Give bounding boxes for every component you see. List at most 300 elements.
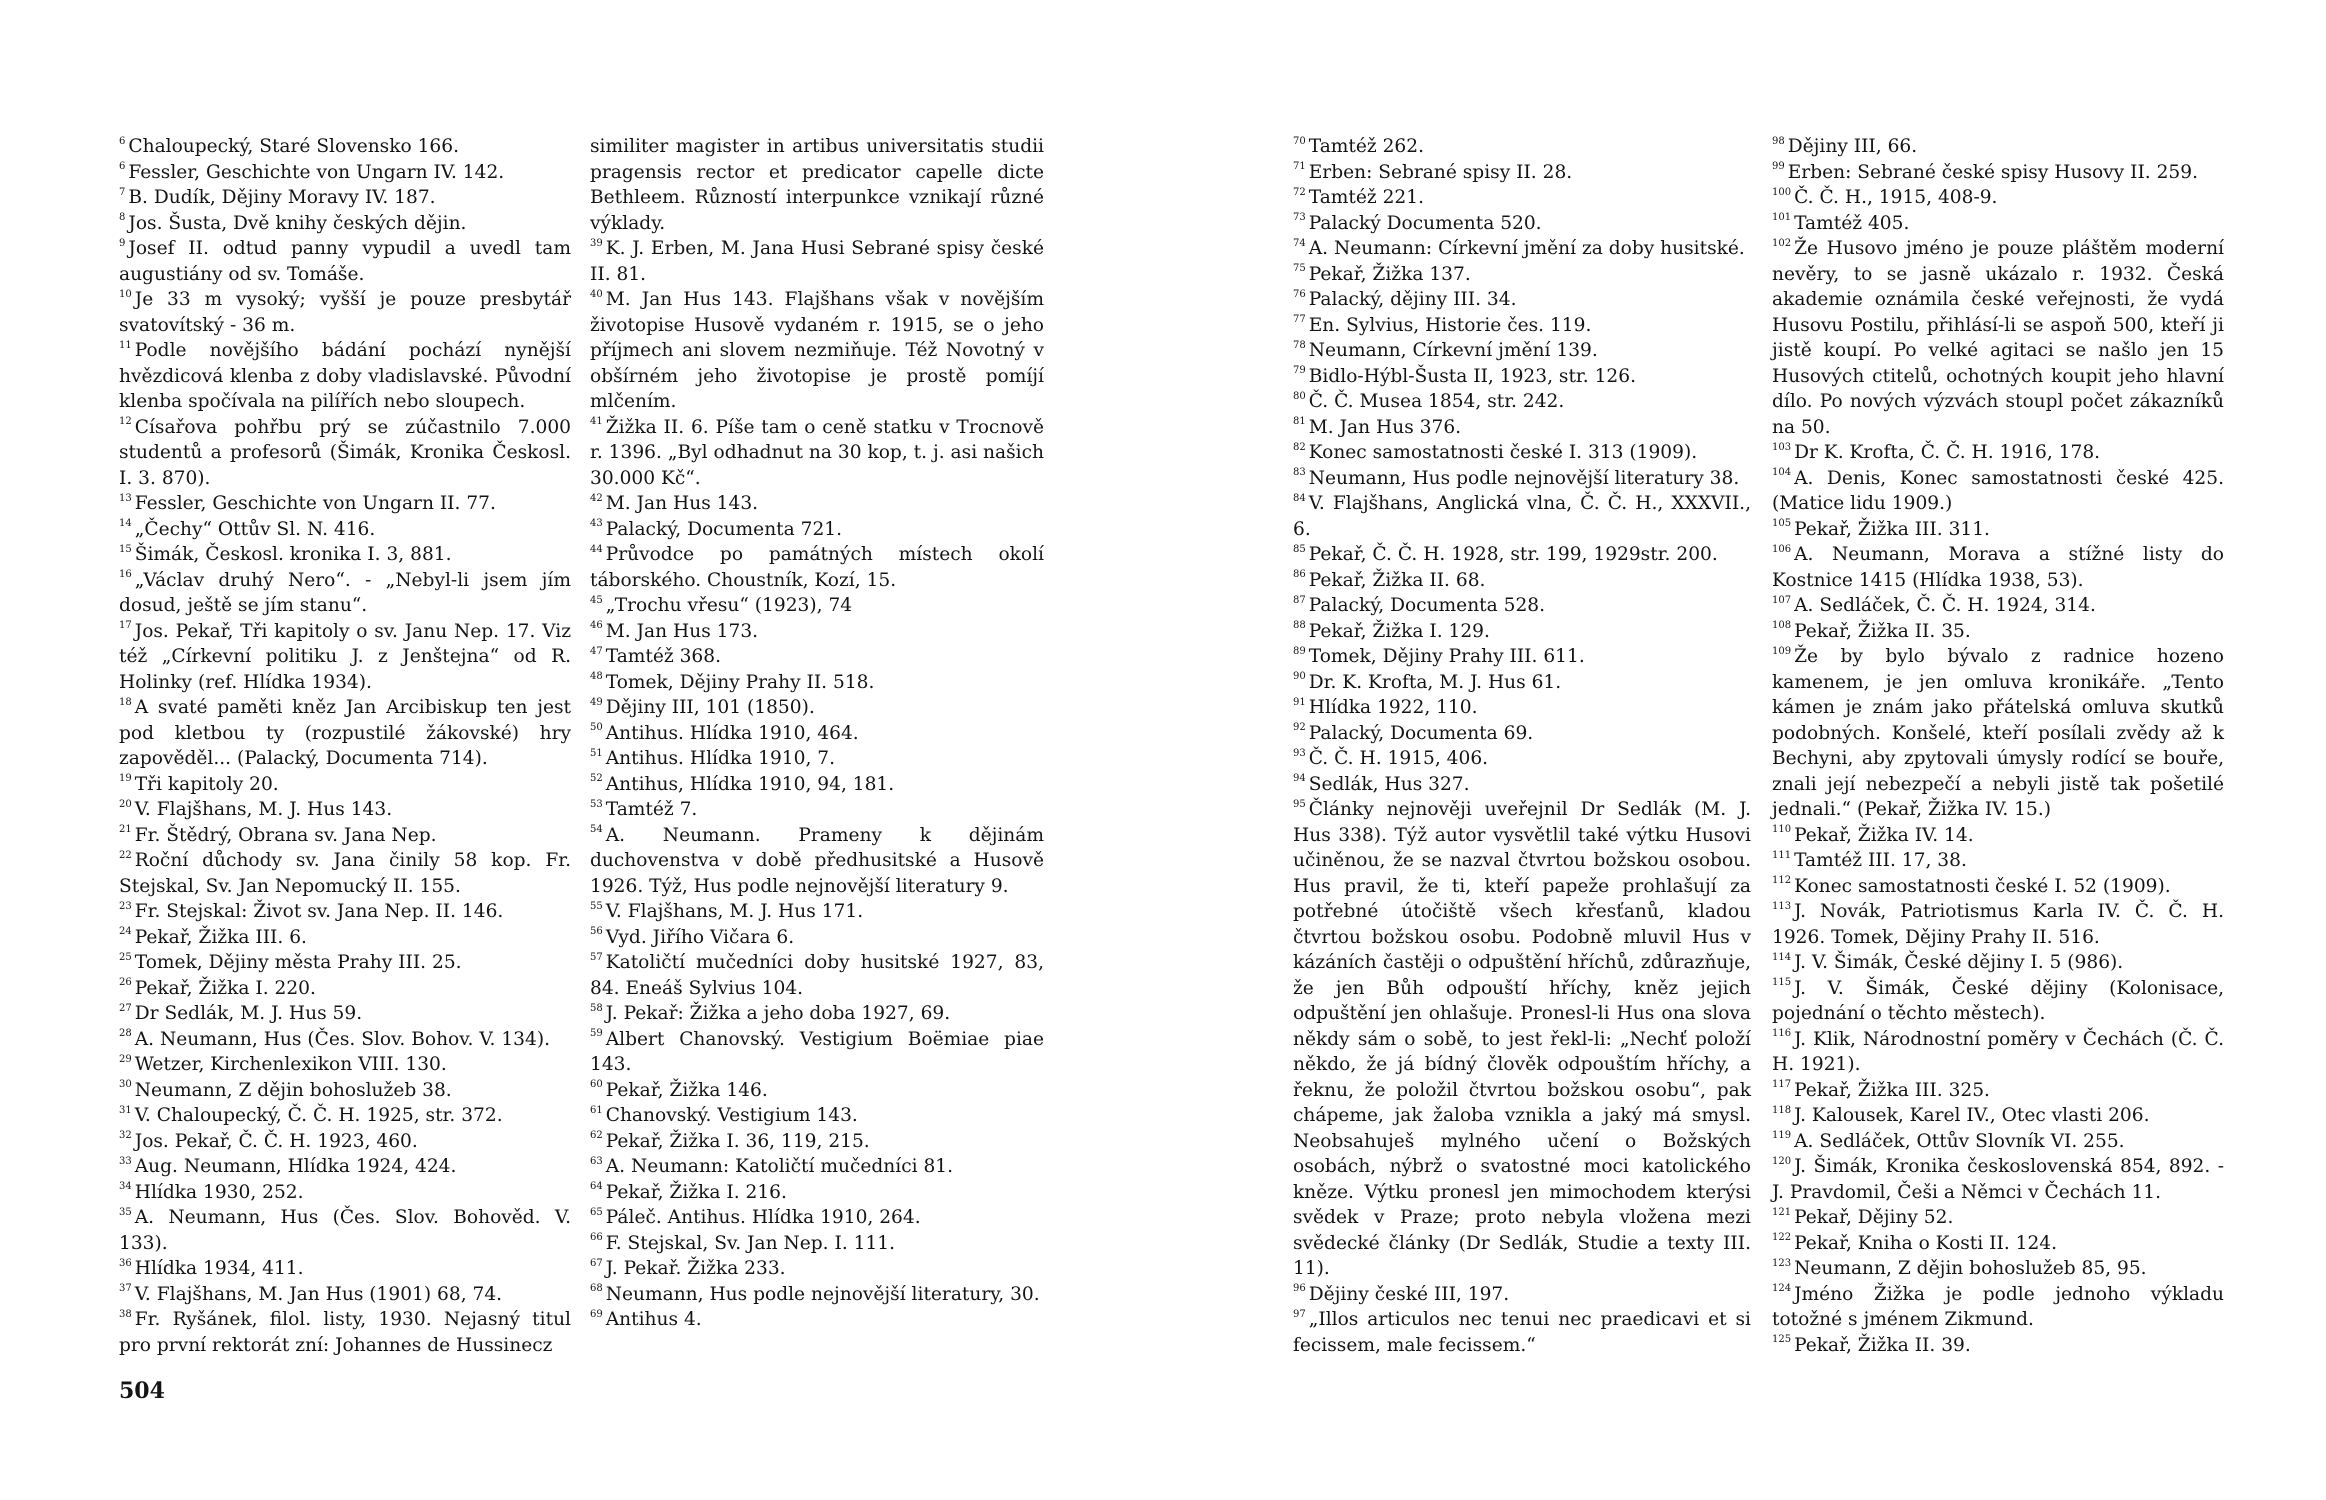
footnote-text: Fr. Stejskal: Život sv. Jana Nep. II. 146. [134, 901, 504, 922]
footnote-number: 14 [119, 518, 132, 530]
footnote-text: Že by bylo bývalo z radnice hozeno kamenem, je jen omluva kronikáře. „Tento kámen je znám jako přátelská omluva skutků podobných. Konšelé, kteří posílali zvědy až k Bechyni, aby zpytovali úmysly rodící se bouře, znali její nebezpečí a nebyli jistě tak pošetilé jednali.“ (Pekař, Žižka IV. 15.) [1772, 646, 2224, 820]
footnote [1293, 542, 1751, 568]
footnote-number: 12 [119, 416, 132, 428]
footnote-number: 102 [1772, 237, 1792, 249]
footnote-text: J. Pekař: Žižka a jeho doba 1927, 69. [605, 1003, 951, 1024]
footnote-text: J. Pekař. Žižka 233. [605, 1258, 786, 1279]
footnote-text: Antihus. Hlídka 1910, 464. [605, 722, 859, 744]
footnote [1772, 1333, 2224, 1359]
footnote-number: 107 [1772, 594, 1792, 606]
footnote-number: 77 [1293, 314, 1306, 326]
footnote-column-3 [1293, 134, 1751, 1358]
footnote [119, 1129, 571, 1155]
footnote-text: Žižka II. 6. Píše tam o ceně statku v Trocnově r. 1396. „Byl odhadnut na 30 kop, t. j. asi našich 30.000 Kč“. [590, 416, 1044, 489]
footnote-number: 90 [1293, 671, 1306, 683]
footnote [1293, 134, 1751, 160]
footnote-number: 118 [1772, 1104, 1792, 1116]
footnote-text: Konec samostatnosti české I. 313 (1909). [1308, 442, 1698, 463]
footnote-number: 66 [590, 1232, 603, 1244]
footnote-text: A. Neumann, Morava a stížné listy do Kostnice 1415 (Hlídka 1938, 53). [1772, 544, 2224, 591]
footnote [1293, 338, 1751, 364]
book-spine [1163, 0, 1164, 1500]
footnote-text: A. Neumann: Církevní jmění za doby husitské. [1308, 238, 1745, 259]
footnote [1293, 1282, 1751, 1308]
footnote [1772, 1256, 2224, 1282]
footnote-text: Erben: Sebrané spisy II. 28. [1308, 161, 1573, 183]
footnote-text: Fessler, Geschichte von Ungarn IV. 142. [128, 161, 505, 183]
footnote-number: 38 [119, 1308, 132, 1320]
footnote-number: 106 [1772, 543, 1792, 555]
footnote [1772, 466, 2224, 517]
footnote-number: 88 [1293, 620, 1306, 632]
footnote [590, 1027, 1044, 1078]
footnote-text: Jméno Žižka je podle jednoho výkladu totožné s jménem Zikmund. [1772, 1283, 2224, 1330]
footnote-number: 75 [1293, 263, 1306, 275]
footnote [119, 1027, 571, 1053]
footnote [1293, 313, 1751, 339]
footnote-text: F. Stejskal, Sv. Jan Nep. I. 111. [605, 1232, 896, 1254]
footnote-text: Pekař, Žižka III. 325. [1794, 1079, 1990, 1101]
footnote-number: 93 [1293, 747, 1306, 759]
footnote-number: 119 [1772, 1130, 1792, 1142]
footnote [1772, 185, 2224, 211]
footnote [1293, 797, 1751, 1282]
footnote-number: 18 [119, 696, 132, 708]
footnote [1293, 695, 1751, 721]
footnote [119, 1282, 571, 1308]
footnote-text: Císařova pohřbu prý se zúčastnilo 7.000 studentů a profesorů (Šimák, Kronika Českosl. I. 3. 870). [119, 416, 571, 489]
footnote-text: Pekař, Žižka I. 220. [134, 977, 316, 999]
footnote-column-4 [1772, 134, 2224, 1358]
footnote-number: 124 [1772, 1283, 1792, 1295]
footnote-number: 79 [1293, 365, 1306, 377]
footnote-text: „Trochu vřesu“ (1923), 74 [605, 595, 853, 616]
footnote-number: 120 [1772, 1155, 1792, 1167]
footnote [1772, 236, 2224, 440]
footnote-text: Dr Sedlák, M. J. Hus 59. [134, 1003, 363, 1024]
footnote [1293, 160, 1751, 186]
footnote [1293, 415, 1751, 441]
footnote-text: Pekař, Žižka IV. 14. [1794, 824, 1974, 846]
footnote-number: 67 [590, 1257, 603, 1269]
footnote-text: Pekař, Žižka 146. [605, 1079, 768, 1101]
footnote [590, 517, 1044, 543]
footnote [1772, 542, 2224, 593]
footnote [1293, 644, 1751, 670]
footnote-number: 103 [1772, 441, 1792, 453]
footnote-text: A. Neumann. Prameny k dějinám duchovenstva v době předhusitské a Husově 1926. Týž, Hus podle nejnovější literatury 9. [590, 824, 1044, 897]
footnote-number: 73 [1293, 212, 1306, 224]
footnote [1293, 262, 1751, 288]
footnote-number: 49 [590, 696, 603, 708]
footnote-text: Bidlo-Hýbl-Šusta II, 1923, str. 126. [1308, 365, 1636, 387]
footnote-text: Hlídka 1922, 110. [1308, 697, 1478, 718]
footnote-number: 117 [1772, 1079, 1792, 1091]
footnote [1293, 619, 1751, 645]
footnote-number: 98 [1772, 135, 1785, 147]
footnote [119, 236, 571, 287]
footnote-number: 26 [119, 977, 132, 989]
footnote-text: Pekař, Dějiny 52. [1794, 1207, 1954, 1228]
footnote-text: Fr. Štědrý, Obrana sv. Jana Nep. [134, 824, 437, 846]
footnote-number: 27 [119, 1002, 132, 1014]
footnote [119, 823, 571, 849]
footnote-number: 70 [1293, 135, 1306, 147]
footnote [1772, 619, 2224, 645]
footnote [119, 1205, 571, 1256]
footnote [1293, 287, 1751, 313]
footnote-number: 9 [119, 237, 126, 249]
footnote [590, 1256, 1044, 1282]
footnote-number: 125 [1772, 1334, 1792, 1346]
footnote [119, 772, 571, 798]
footnote-number: 55 [590, 900, 603, 912]
footnote-text: Pekař, Žižka II. 68. [1308, 569, 1486, 591]
footnote-number: 121 [1772, 1206, 1792, 1218]
footnote-number: 24 [119, 926, 132, 938]
footnote-text: „Čechy“ Ottův Sl. N. 416. [134, 518, 376, 540]
footnote [1772, 1205, 2224, 1231]
footnote-text: Tomek, Dějiny Prahy II. 518. [605, 671, 875, 693]
footnote-text: Katoličtí mučedníci doby husitské 1927, 83, 84. Eneáš Sylvius 104. [590, 952, 1044, 999]
footnote-number: 71 [1293, 161, 1306, 173]
footnote-text: Fessler, Geschichte von Ungarn II. 77. [134, 493, 496, 514]
footnote-number: 25 [119, 951, 132, 963]
footnote-number: 6 [119, 161, 126, 173]
footnote-text: Palacký Documenta 520. [1308, 212, 1542, 234]
page-number: 504 [119, 1378, 165, 1404]
footnote-text: V. Flajšhans, M. Jan Hus (1901) 68, 74. [134, 1283, 503, 1305]
footnote-number: 63 [590, 1155, 603, 1167]
footnote [590, 1103, 1044, 1129]
footnote [119, 542, 571, 568]
footnote [590, 644, 1044, 670]
footnote [1293, 236, 1751, 262]
footnote-text: Dr. K. Krofta, M. J. Hus 61. [1308, 671, 1562, 693]
footnote [1772, 440, 2224, 466]
footnote-number: 48 [590, 671, 603, 683]
footnote-text: A. Denis, Konec samostatnosti české 425. (Matice lidu 1909.) [1772, 467, 2224, 514]
footnote-text: similiter magister in artibus universitatis studii pragensis rector et predicator capelle dicte Bethleem. Růzností interpunkce vznikají různé výklady. [590, 136, 1044, 234]
footnote-text: Č. Č. Musea 1854, str. 242. [1308, 391, 1565, 412]
footnote-number: 82 [1293, 441, 1306, 453]
footnote [590, 415, 1044, 492]
footnote [590, 721, 1044, 747]
footnote-text: Vyd. Jiřího Vičara 6. [605, 926, 795, 948]
footnote-number: 101 [1772, 212, 1792, 224]
footnote [590, 1282, 1044, 1308]
footnote [119, 1052, 571, 1078]
footnote-number: 39 [590, 237, 603, 249]
footnote-text: Sedlák, Hus 327. [1308, 773, 1470, 795]
footnote-text: „Václav druhý Nero“. - „Nebyl-li jsem jím dosud, ještě se jím stanu“. [119, 569, 571, 616]
footnote-text: J. V. Šimák, České dějiny I. 5 (986). [1794, 952, 2124, 973]
footnote-number: 54 [590, 824, 603, 836]
footnote-text: Že Husovo jméno je pouze pláštěm moderní nevěry, to se jasně ukázalo r. 1932. Česká akademie oznámila české veřejnosti, že vydá Husovu Postilu, přihlásí-li se aspoň 500, kteří ji jistě koupí. Po velké agitaci se našlo jen 15 Husových ctitelů, ochotných koupit jeho hlavní dílo. Po nových výzvách stoupl počet zákazníků na 50. [1772, 238, 2224, 438]
footnote [1772, 1282, 2224, 1333]
footnote-number: 92 [1293, 722, 1306, 734]
footnote-text: A. Sedláček, Ottův Slovník VI. 255. [1794, 1130, 2125, 1152]
footnote-text: Šimák, Českosl. kronika I. 3, 881. [134, 544, 452, 565]
footnote-text: V. Flajšhans, M. J. Hus 143. [134, 799, 393, 820]
footnote-text: Tamtéž 262. [1308, 136, 1424, 157]
footnote-number: 89 [1293, 645, 1306, 657]
footnote-text: Antihus. Hlídka 1910, 7. [605, 748, 836, 769]
footnote [590, 797, 1044, 823]
footnote [1293, 721, 1751, 747]
footnote-number: 104 [1772, 467, 1792, 479]
footnote-column-1 [119, 134, 571, 1358]
footnote [590, 1307, 1044, 1333]
footnote-number: 45 [590, 594, 603, 606]
footnote-text: Neumann, Církevní jmění 139. [1308, 340, 1598, 361]
footnote-number: 114 [1772, 951, 1792, 963]
footnote-number: 35 [119, 1206, 132, 1218]
footnote-text: Články nejnověji uveřejnil Dr Sedlák (M. J. Hus 338). Týž autor vysvětlil také výtku Husovi učiněnou, že se nazval čtvrtou božskou osobou. Hus pravil, že ti, kteří papeže prohlašují za potřebné útočiště všech křesťanů, kladou čtvrtou božskou osobu. Podobně mluvil Hus v kázáních častěji o odpuštění hříchů, zdůrazňuje, že jen Bůh odpouští hříchy, kněz jejich odpuštění jen ohlašuje. Pronesl-li Hus ona slova někdy sám o sobě, to jest řekl-li: „Nechť položí někdo, že já bídný člověk odpouštím hříchy, a řeknu, že položil čtvrtou božskou osobu“, pak chápeme, jak žaloba vznikla a jaký má smysl. Neobsahuješ mylného učení o Božských osobách, nýbrž o svatostné moci katolického kněze. Výtku pronesl jen mimochodem kterýsi svědek v Praze; proto nebyla vložena mezi svědecké články (Dr Sedlák, Studie a texty III. 11). [1293, 799, 1751, 1279]
footnote-text: Tamtéž 7. [605, 799, 698, 820]
footnote-number: 113 [1772, 900, 1792, 912]
footnote-text: Palacký, dějiny III. 34. [1308, 289, 1517, 310]
footnote-text: Palacký, Documenta 721. [605, 518, 843, 540]
footnote [590, 823, 1044, 900]
footnote-number: 17 [119, 620, 132, 632]
footnote [590, 1129, 1044, 1155]
footnote [1293, 593, 1751, 619]
footnote-text: Roční důchody sv. Jana činily 58 kop. Fr. Stejskal, Sv. Jan Nepomucký II. 155. [119, 850, 571, 897]
footnote-text: Pekař, Žižka I. 216. [605, 1181, 787, 1203]
footnote-text: Páleč. Antihus. Hlídka 1910, 264. [605, 1207, 921, 1228]
footnote-number: 83 [1293, 467, 1306, 479]
footnote [1293, 670, 1751, 696]
footnote-text: Antihus 4. [605, 1309, 702, 1330]
footnote-text: Neumann, Hus podle nejnovější literatury, 30. [605, 1283, 1040, 1305]
footnote [119, 1154, 571, 1180]
footnote-number: 34 [119, 1181, 132, 1193]
footnote [119, 491, 571, 517]
footnote [1772, 976, 2224, 1027]
footnote-text: Pekař, Č. Č. H. 1928, str. 199, 1929str. 200. [1308, 544, 1718, 565]
footnote [590, 950, 1044, 1001]
footnote-text: Chaloupecký, Staré Slovensko 166. [128, 136, 459, 157]
footnote [119, 925, 571, 951]
footnote-text: Dr K. Krofta, Č. Č. H. 1916, 178. [1794, 442, 2101, 463]
footnote-number: 15 [119, 543, 132, 555]
footnote-number: 110 [1772, 824, 1792, 836]
footnote [119, 1307, 571, 1358]
footnote [119, 415, 571, 492]
footnote [1772, 823, 2224, 849]
footnote-text: A svaté paměti kněz Jan Arcibiskup ten jest pod kletbou ty (rozpustilé žákovské) hry zapověděl... (Palacký, Documenta 714). [119, 697, 571, 769]
footnote-number: 108 [1772, 620, 1792, 632]
footnote [1293, 772, 1751, 798]
footnote-text: J. Novák, Patriotismus Karla IV. Č. Č. H. 1926. Tomek, Dějiny Prahy II. 516. [1772, 901, 2224, 948]
footnote-number: 33 [119, 1155, 132, 1167]
footnote [119, 211, 571, 237]
footnote-text: Tomek, Dějiny města Prahy III. 25. [134, 952, 462, 973]
footnote-text: Palacký, Documenta 69. [1308, 722, 1534, 744]
footnote-number: 122 [1772, 1232, 1792, 1244]
footnote-text: M. Jan Hus 143. [605, 493, 759, 514]
footnote-number: 7 [119, 186, 126, 198]
footnote-text: Neumann, Z dějin bohoslužeb 38. [134, 1079, 452, 1101]
footnote-text: Tamtéž 405. [1794, 212, 1910, 234]
footnote-text: Jos. Šusta, Dvě knihy českých dějin. [128, 212, 467, 234]
footnote [1772, 1078, 2224, 1104]
footnote-number: 47 [590, 645, 603, 657]
footnote-text: B. Dudík, Dějiny Moravy IV. 187. [128, 187, 436, 208]
footnote [1293, 185, 1751, 211]
footnote-text: A. Sedláček, Č. Č. H. 1924, 314. [1794, 595, 2096, 616]
footnote-text: Průvodce po památných místech okolí táborského. Choustník, Kozí, 15. [590, 544, 1044, 591]
footnote-text: Erben: Sebrané české spisy Husovy II. 259. [1787, 161, 2199, 183]
footnote-number: 30 [119, 1079, 132, 1091]
footnote-number: 65 [590, 1206, 603, 1218]
footnote-text: Dějiny III, 66. [1787, 136, 1918, 157]
footnote [1772, 848, 2224, 874]
footnote-number: 32 [119, 1130, 132, 1142]
footnote-number: 64 [590, 1181, 603, 1193]
footnote-number: 85 [1293, 543, 1306, 555]
footnote [119, 185, 571, 211]
footnote-number: 62 [590, 1130, 603, 1142]
footnote [1772, 1154, 2224, 1205]
footnote-number: 115 [1772, 977, 1792, 989]
footnote-text: Neumann, Hus podle nejnovější literatury 38. [1308, 467, 1740, 489]
footnote [1293, 211, 1751, 237]
footnote-number: 10 [119, 288, 132, 300]
footnote [119, 695, 571, 772]
footnote-column-2 [590, 134, 1044, 1333]
footnote [1293, 364, 1751, 390]
footnote-text: Č. Č. H. 1915, 406. [1308, 748, 1489, 769]
footnote [119, 517, 571, 543]
footnote [1772, 134, 2224, 160]
footnote-number: 43 [590, 518, 603, 530]
footnote [590, 1205, 1044, 1231]
footnote [119, 160, 571, 186]
footnote-number: 80 [1293, 390, 1306, 402]
footnote-number: 97 [1293, 1308, 1306, 1320]
footnote [119, 338, 571, 415]
footnote-text: Pekař, Žižka 137. [1308, 263, 1471, 285]
footnote-number: 42 [590, 492, 603, 504]
footnote-number: 96 [1293, 1283, 1306, 1295]
footnote-number: 61 [590, 1104, 603, 1116]
footnote-number: 53 [590, 798, 603, 810]
footnote-number: 11 [119, 339, 132, 351]
footnote [119, 1078, 571, 1104]
footnote-number: 99 [1772, 161, 1785, 173]
footnote-number: 84 [1293, 492, 1306, 504]
footnote [1772, 160, 2224, 186]
footnote [590, 1078, 1044, 1104]
footnote-text: J. Klik, Národnostní poměry v Čechách (Č. Č. H. 1921). [1772, 1028, 2224, 1075]
footnote-number: 116 [1772, 1028, 1792, 1040]
footnote-text: V. Flajšhans, Anglická vlna, Č. Č. H., XXXVII., 6. [1293, 493, 1751, 540]
footnote-number: 36 [119, 1257, 132, 1269]
footnote-number: 86 [1293, 569, 1306, 581]
footnote [119, 976, 571, 1002]
footnote-text: Antihus, Hlídka 1910, 94, 181. [605, 773, 895, 795]
footnote-text: Hlídka 1930, 252. [134, 1181, 304, 1203]
footnote-number: 112 [1772, 875, 1792, 887]
footnote-number: 28 [119, 1028, 132, 1040]
footnote [590, 1001, 1044, 1027]
footnote-number: 52 [590, 773, 603, 785]
footnote-number: 57 [590, 951, 603, 963]
footnote [590, 695, 1044, 721]
footnote-number: 21 [119, 824, 132, 836]
footnote-text: Pekař, Žižka I. 129. [1308, 620, 1490, 642]
footnote [1293, 466, 1751, 492]
footnote-text: Chanovský. Vestigium 143. [605, 1105, 858, 1126]
footnote [119, 287, 571, 338]
footnote-text: Tamtéž 368. [605, 646, 721, 667]
footnote [1772, 593, 2224, 619]
footnote-number: 29 [119, 1053, 132, 1065]
footnote [1772, 1103, 2224, 1129]
footnote [590, 619, 1044, 645]
footnote-number: 58 [590, 1002, 603, 1014]
footnote-number: 20 [119, 798, 132, 810]
footnote-number: 31 [119, 1104, 132, 1116]
footnote-number: 100 [1772, 186, 1792, 198]
footnote [1293, 746, 1751, 772]
footnote-text: Podle novějšího bádání pochází nynější hvězdicová klenba z doby vladislavské. Původní klenba spočívala na pilířích nebo sloupech. [119, 340, 571, 412]
footnote [1293, 491, 1751, 542]
footnote [1772, 1129, 2224, 1155]
footnote [119, 134, 571, 160]
footnote-number: 109 [1772, 645, 1792, 657]
footnote [119, 1001, 571, 1027]
footnote [1293, 1307, 1751, 1358]
footnote-text: Tomek, Dějiny Prahy III. 611. [1308, 646, 1585, 667]
footnote-text: A. Neumann: Katoličtí mučedníci 81. [605, 1156, 954, 1177]
footnote-number: 16 [119, 569, 132, 581]
footnote-text: A. Neumann, Hus (Čes. Slov. Bohověd. V. 133). [119, 1207, 571, 1254]
footnote-text: Pekař, Žižka III. 311. [1794, 518, 1990, 540]
footnote-number: 60 [590, 1079, 603, 1091]
footnote-number: 72 [1293, 186, 1306, 198]
footnote [590, 772, 1044, 798]
footnote-text: A. Neumann, Hus (Čes. Slov. Bohov. V. 134). [134, 1028, 551, 1050]
footnote-number: 95 [1293, 798, 1306, 810]
footnote [1772, 874, 2224, 900]
footnote [590, 899, 1044, 925]
footnote [119, 797, 571, 823]
footnote-text: Pekař, Žižka III. 6. [134, 926, 307, 948]
footnote [590, 236, 1044, 287]
footnote-text: Pekař, Žižka II. 39. [1794, 1334, 1971, 1356]
footnote [119, 619, 571, 696]
footnote-text: En. Sylvius, Historie čes. 119. [1308, 314, 1592, 336]
footnote-text: M. Jan Hus 376. [1308, 416, 1462, 438]
footnote [119, 848, 571, 899]
footnote-number: 6 [119, 135, 126, 147]
footnote-text: Č. Č. H., 1915, 408-9. [1794, 187, 1998, 208]
footnote [1772, 950, 2224, 976]
footnote [1772, 899, 2224, 950]
footnote-number: 13 [119, 492, 132, 504]
footnote-number: 94 [1293, 773, 1306, 785]
footnote-text: Tamtéž III. 17, 38. [1794, 850, 1967, 871]
footnote-number: 44 [590, 543, 603, 555]
footnote-number: 78 [1293, 339, 1306, 351]
footnote-number: 19 [119, 773, 132, 785]
footnote [590, 287, 1044, 415]
footnote-number: 81 [1293, 416, 1306, 428]
footnote-number: 37 [119, 1283, 132, 1295]
